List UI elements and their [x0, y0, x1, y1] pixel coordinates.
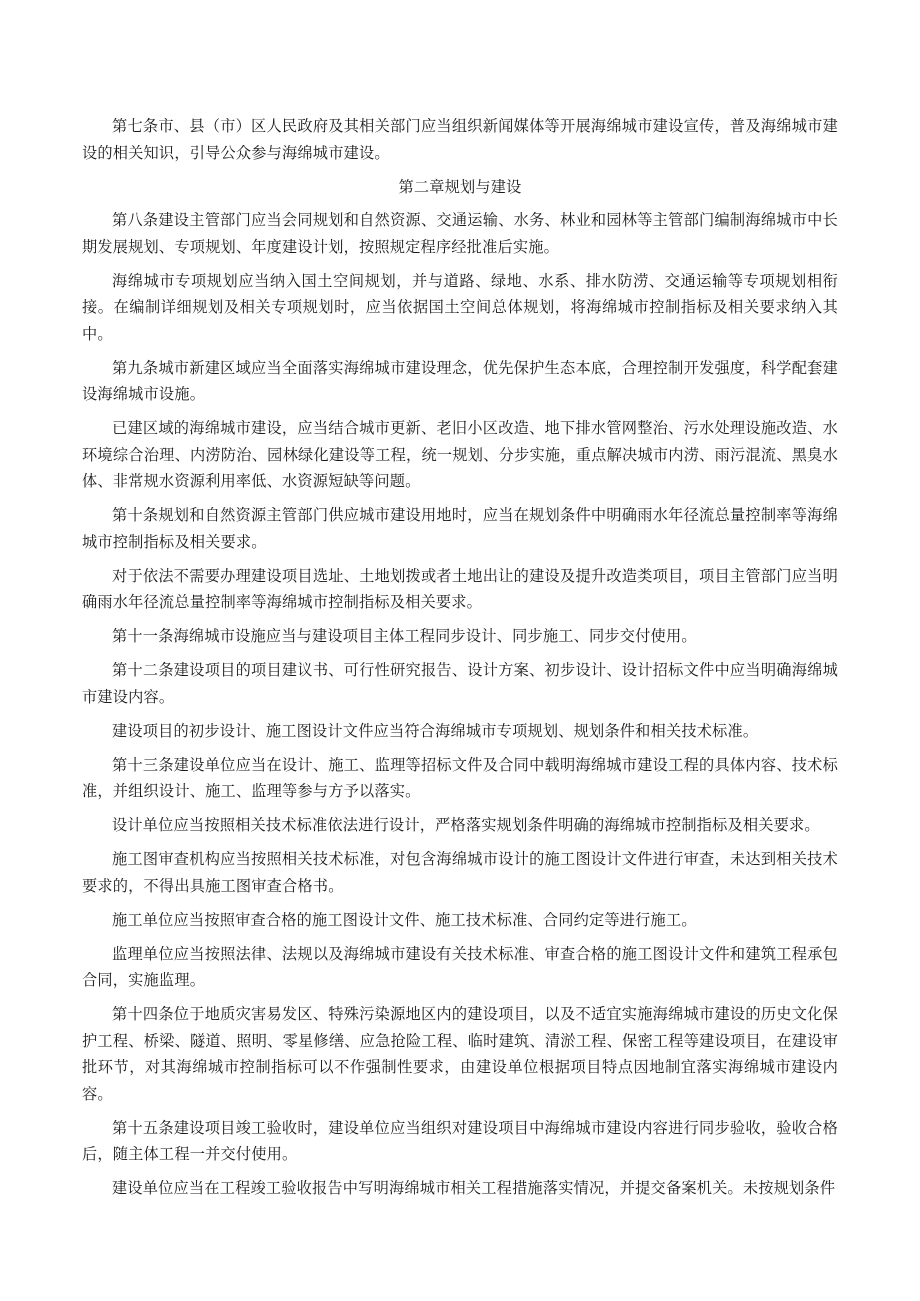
article-12-paragraph: 第十二条建设项目的项目建议书、可行性研究报告、设计方案、初步设计、设计招标文件中应当明确海绵城市建设内容。: [82, 661, 838, 706]
article-7-paragraph: 第七条市、县（市）区人民政府及其相关部门应当组织新闻媒体等开展海绵城市建设宣传，普及海绵城市建设的相关知识，引导公众参与海绵城市建设。: [82, 117, 838, 162]
preliminary-design-paragraph: 建设项目的初步设计、施工图设计文件应当符合海绵城市专项规划、规划条件和相关技术标准。: [112, 721, 759, 740]
article-8-paragraph: 第八条建设主管部门应当会同规划和自然资源、交通运输、水务、林业和园林等主管部门编制海绵城市中长期发展规划、专项规划、年度建设计划，按照规定程序经批准后实施。: [82, 211, 838, 256]
design-unit-paragraph: 设计单位应当按照相关技术标准依法进行设计，严格落实规划条件明确的海绵城市控制指标及相关要求。: [112, 816, 820, 834]
construction-unit-paragraph: 施工单位应当按照审查合格的施工图设计文件、施工技术标准、合同约定等进行施工。: [112, 910, 697, 929]
non-approval-project-paragraph: 对于依法不需要办理建设项目选址、土地划拨或者土地出让的建设及提升改造类项目，项目主管部门应当明确雨水年径流总量控制率等海绵城市控制指标及相关要求。: [82, 566, 838, 611]
chapter-2-title: 第二章规划与建设: [398, 177, 522, 196]
article-14-paragraph: 第十四条位于地质灾害易发区、特殊污染源地区内的建设项目，以及不适宜实施海绵城市建设的历史文化保护工程、桥梁、隧道、照明、零星修缮、应急抢险工程、临时建筑、清淤工程、保密工程等建设项目，在建设审批环节，对其海绵城市控制指标可以不作强制性要求，由建设单位根据项目特点因地制宜落实海绵城市建设内容。: [82, 1005, 838, 1103]
drawing-review-paragraph: 施工图审查机构应当按照相关技术标准，对包含海绵城市设计的施工图设计文件进行审查，未达到相关技术要求的，不得出具施工图审查合格书。: [82, 850, 838, 895]
article-10-paragraph: 第十条规划和自然资源主管部门供应城市建设用地时，应当在规划条件中明确雨水年径流总量控制率等海绵城市控制指标及相关要求。: [82, 506, 838, 551]
special-planning-paragraph: 海绵城市专项规划应当纳入国土空间规划，并与道路、绿地、水系、排水防涝、交通运输等专项规划相衔接。在编制详细规划及相关专项规划时，应当依据国土空间总体规划，将海绵城市控制指标及相关要求纳入其中。: [82, 271, 838, 343]
article-11-paragraph: 第十一条海绵城市设施应当与建设项目主体工程同步设计、同步施工、同步交付使用。: [112, 627, 697, 645]
completion-report-paragraph: 建设单位应当在工程竣工验收报告中写明海绵城市相关工程措施落实情况，并提交备案机关。未按规划条件: [112, 1179, 836, 1197]
article-15-paragraph: 第十五条建设项目竣工验收时，建设单位应当组织对建设项目中海绵城市建设内容进行同步验收，验收合格后，随主体工程一并交付使用。: [82, 1118, 838, 1163]
article-13-paragraph: 第十三条建设单位应当在设计、施工、监理等招标文件及合同中载明海绵城市建设工程的具体内容、技术标准，并组织设计、施工、监理等参与方予以落实。: [82, 755, 838, 800]
existing-area-paragraph: 已建区域的海绵城市建设，应当结合城市更新、老旧小区改造、地下排水管网整治、污水处理设施改造、水环境综合治理、内涝防治、园林绿化建设等工程，统一规划、分步实施，重点解决城市内涝、雨污混流、黑臭水体、非常规水资源利用率低、水资源短缺等问题。: [82, 419, 838, 490]
article-9-paragraph: 第九条城市新建区域应当全面落实海绵城市建设理念，优先保护生态本底，合理控制开发强度，科学配套建设海绵城市设施。: [82, 358, 838, 403]
supervision-unit-paragraph: 监理单位应当按照法律、法规以及海绵城市建设有关技术标准、审查合格的施工图设计文件和建筑工程承包合同，实施监理。: [82, 944, 838, 989]
document-page: [82, 113, 838, 1209]
